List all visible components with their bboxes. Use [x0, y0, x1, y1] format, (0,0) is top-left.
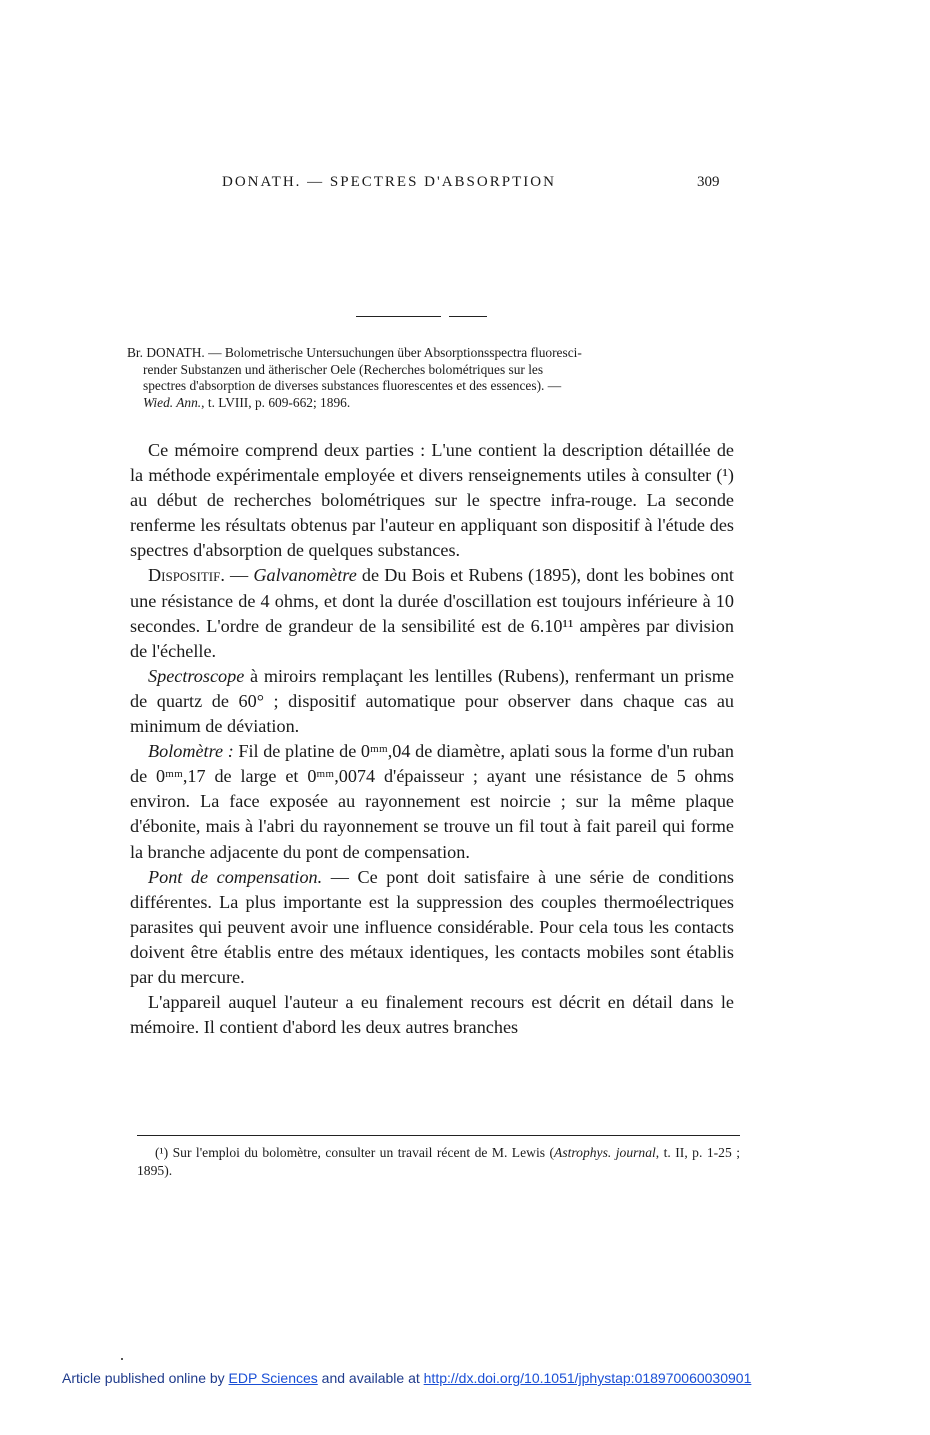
footnote-citation: , t. II, p. 1-25 ; 1895). — [137, 1145, 740, 1178]
reference-volume-pages: , t. LVIII, p. 609-662; 1896. — [201, 394, 351, 410]
footnote-text: (¹) Sur l'emploi du bolomètre, consulter un travail récent de M. Lewis ( — [155, 1145, 555, 1160]
page-number: 309 — [697, 174, 720, 190]
term-pont: Pont de compensation. — [148, 866, 323, 887]
reference-line-1: — Bolometrische Untersuchungen über Absorptionsspectra fluoresci- — [204, 345, 582, 360]
term-bolometre: Bolomètre : — [148, 741, 234, 762]
section-label: Dispositif. — [148, 565, 225, 586]
scan-speck — [121, 1358, 123, 1360]
publisher-middle: and available at — [317, 1370, 424, 1386]
paragraph-intro: Ce mémoire comprend deux parties : L'une contient la description détaillée de la méthode expérimentale employée et divers renseignements utiles à consulter (¹) au début de recherches bolométriques sur le spectre infra-rouge. La seconde renferme les résultats obtenus par l'auteur en appliquant son dispositif à l'étude des spectres d'absorption de quelques substances. — [130, 440, 734, 561]
reference-journal: Wied. Ann. — [143, 394, 202, 410]
running-title: DONATH. — SPECTRES D'ABSORPTION — [222, 174, 556, 190]
publisher-notice — [62, 1370, 751, 1386]
bibliographic-reference — [127, 345, 731, 411]
term-spectroscope: Spectroscope — [148, 665, 245, 686]
doi-link[interactable]: http://dx.doi.org/10.1051/jphystap:018970060030901 — [423, 1370, 752, 1386]
paragraph-pont: Pont de compensation. — Ce pont doit satisfaire à une série de conditions différentes. La plus importante est la suppression des couples thermoélectriques parasites qui peuvent avoir une influence considérable. Pour cela tous les contacts doivent être établis entre des métaux identiques, les contacts mobiles sont établis par du mercure. — [130, 866, 734, 987]
reference-line-3: spectres d'absorption de diverses substances fluorescentes et des essences). — — [143, 378, 562, 393]
paragraph-appareil: L'appareil auquel l'auteur a eu finalement recours est décrit en détail dans le mémoire. Il contient d'abord les deux autres branches — [130, 992, 734, 1038]
footnote-journal: Astrophys. journal — [554, 1145, 656, 1160]
publisher-link[interactable]: EDP Sciences — [228, 1370, 318, 1386]
term-galvanometre: Galvanomètre — [253, 565, 357, 586]
paragraph-dispositif: Dispositif. — Galvanomètre de Du Bois et Rubens (1895), dont les bobines ont une résistance de 4 ohms, et dont la durée d'oscillation est toujours inférieure à 10 secondes. L'ordre de grandeur de la sensibilité est de 6.10¹¹ ampères par division de l'échelle. — [130, 565, 734, 661]
paragraph-bolometre: Bolomètre : Fil de platine de 0ᵐᵐ,04 de diamètre, aplati sous la forme d'un ruban de 0ᵐᵐ,17 de large et 0ᵐᵐ,0074 d'épaisseur ; ayant une résistance de 5 ohms environ. La face exposée au rayonnement est noircie ; sur la même plaque d'ébonite, mais à l'abri du rayonnement se trouve un fil tout à fait pareil qui forme la branche adjacente du pont de compensation. — [130, 741, 734, 862]
separator-rule — [449, 316, 487, 317]
footnote-rule — [137, 1135, 740, 1136]
body-text — [130, 438, 734, 1040]
footnote — [137, 1144, 740, 1180]
reference-line-2: render Substanzen und ätherischer Oele (Recherches bolométriques sur les — [143, 361, 544, 377]
separator-rule — [356, 316, 441, 317]
paragraph-spectroscope: Spectroscope à miroirs remplaçant les lentilles (Rubens), renfermant un prisme de quartz de 60° ; dispositif automatique pour observer dans chaque cas au minimum de déviation. — [130, 665, 734, 737]
reference-author: Br. DONATH. — [127, 345, 205, 360]
publisher-prefix: Article published online by — [62, 1370, 229, 1386]
